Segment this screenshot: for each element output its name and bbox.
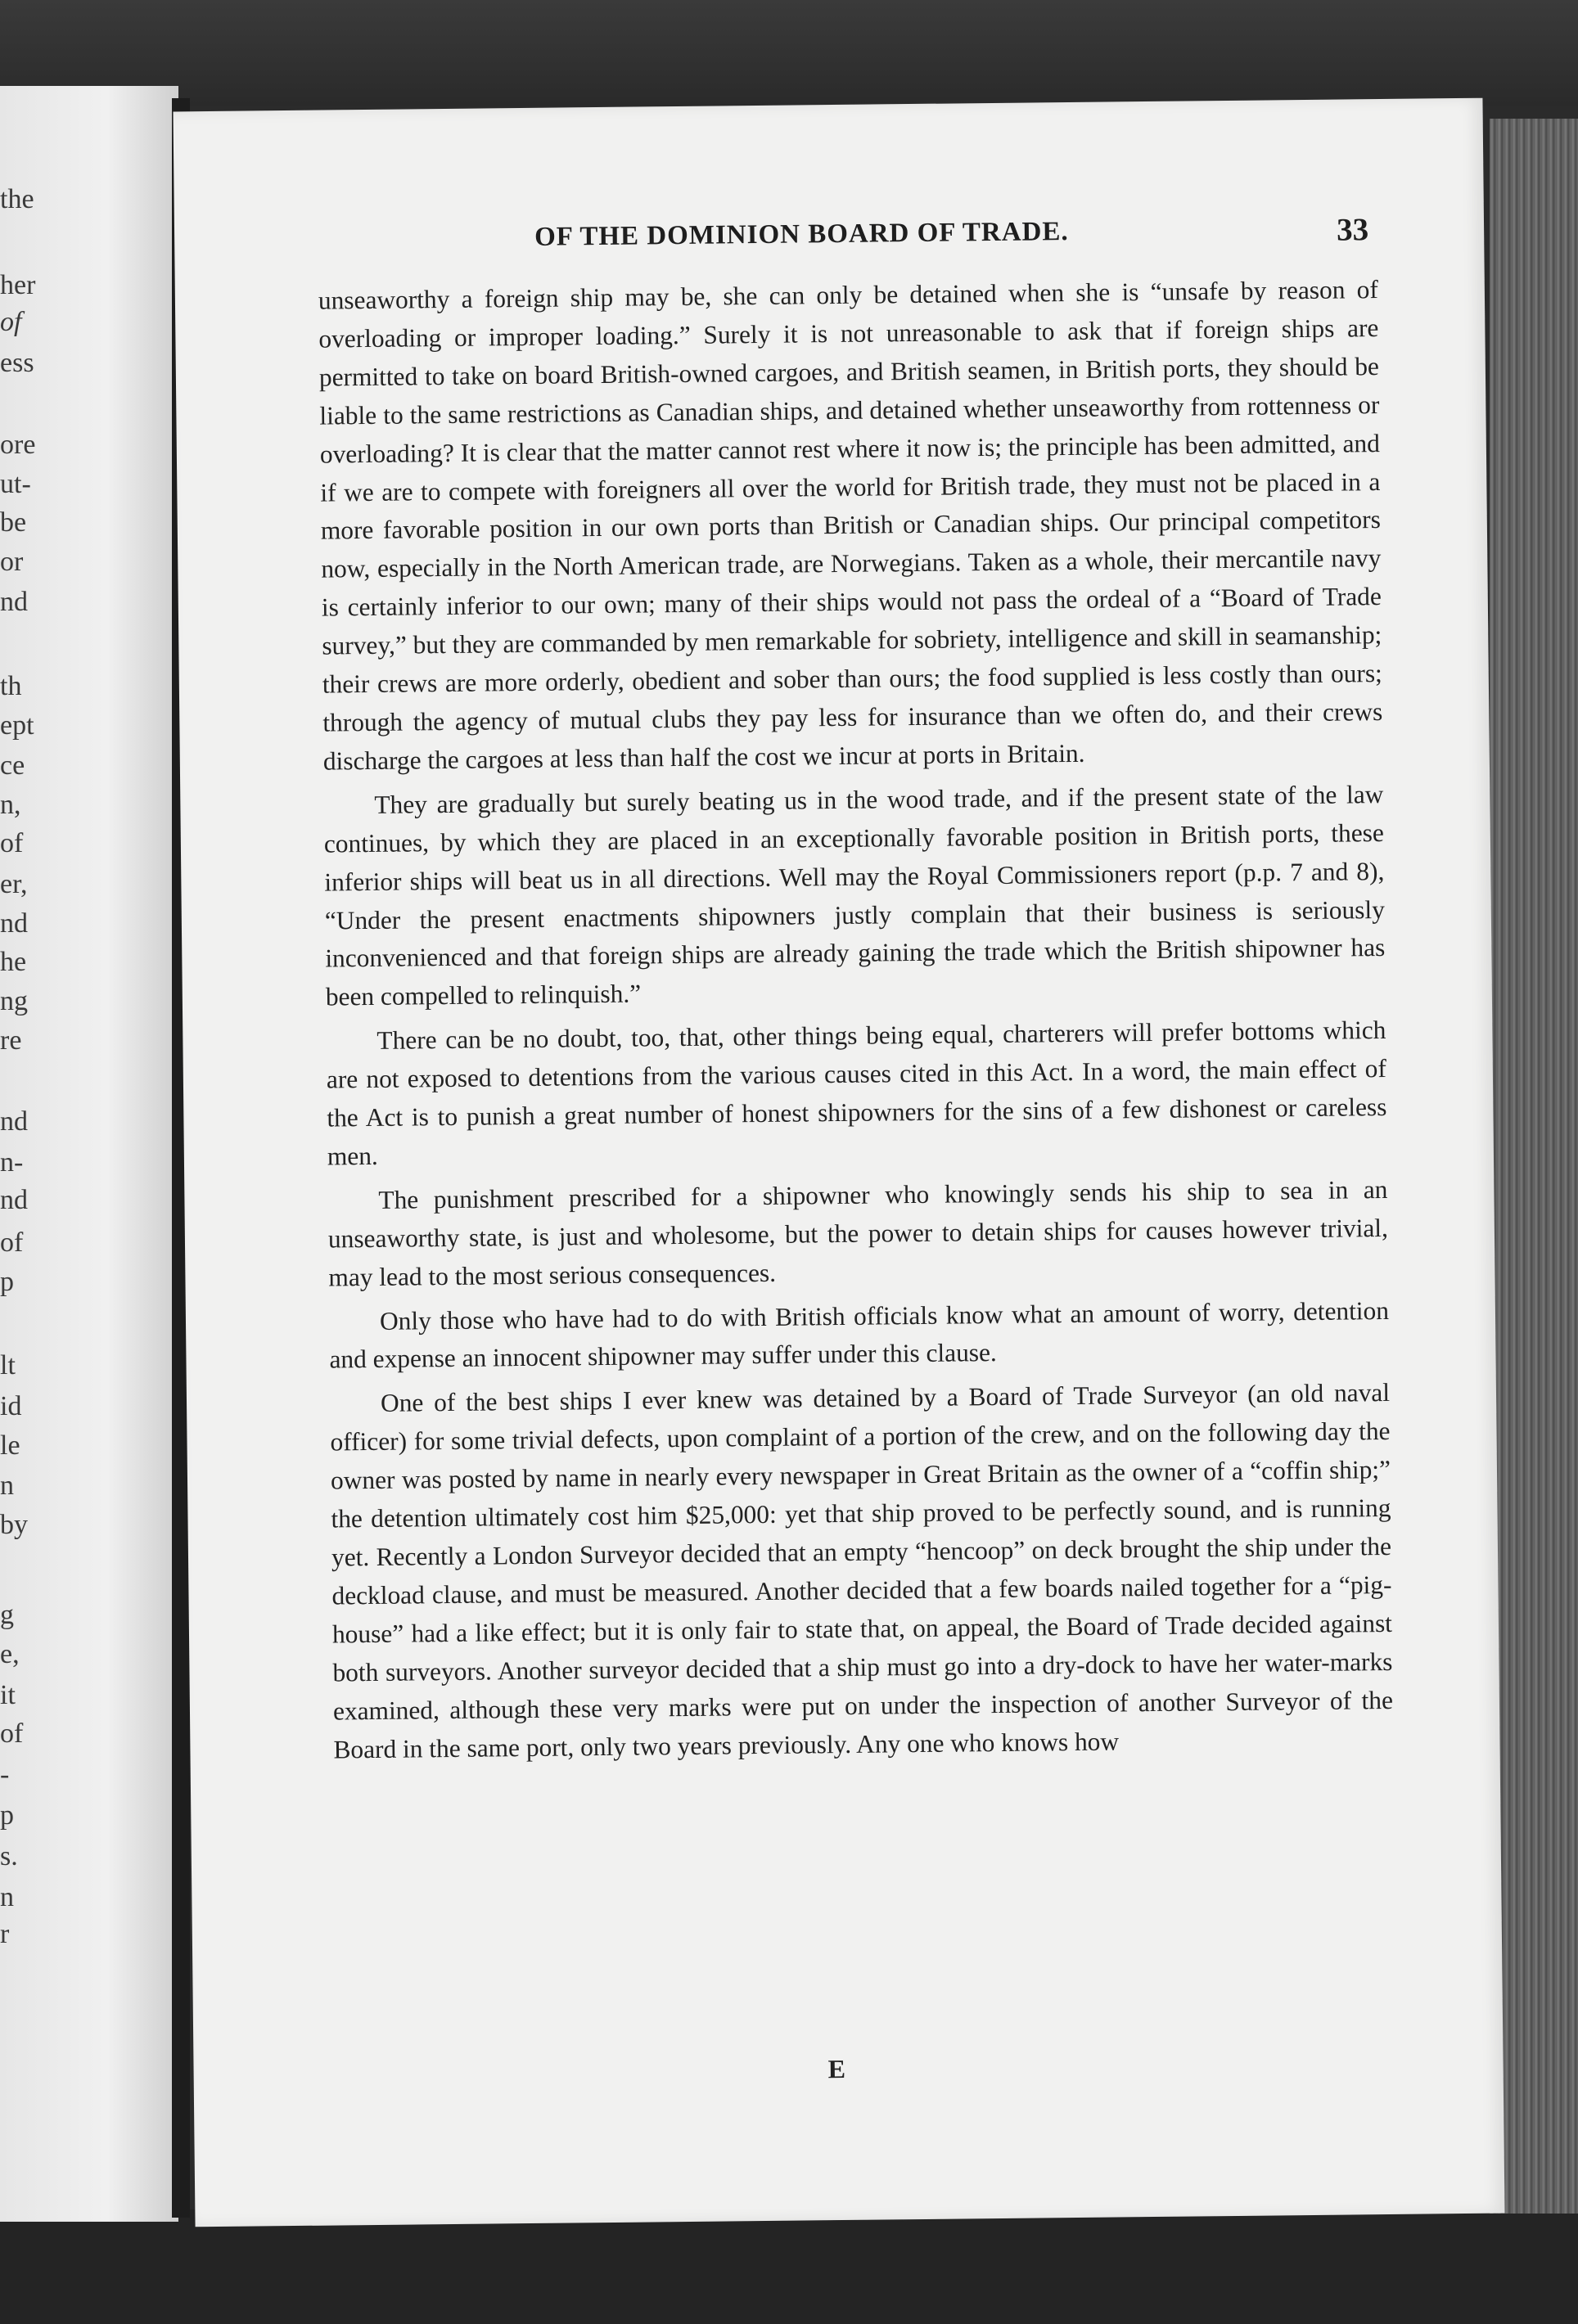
facing-page-text-fragment: p	[0, 1800, 14, 1831]
facing-page-text-fragment: n-	[0, 1147, 24, 1178]
facing-page-text-fragment: s.	[0, 1841, 18, 1871]
background-bottom	[0, 2209, 1578, 2324]
paragraph: They are gradually but surely beating us in the wood trade, and if the present state of the law continues, by which they are placed in an exceptionally favorable position in British ports, these inferior ships will beat us in all directions. Well may the Royal Commissioners report (p.p. 7 and 8), “Under the present enactments shipowners justly complain that their business is seriously inconvenienced and that foreign ships are already gaining the trade which the British shipowner has been compelled to relinquish.”	[323, 779, 1386, 1011]
facing-page-text-fragment: ce	[0, 750, 25, 781]
facing-page-text-fragment: -	[0, 1759, 10, 1790]
facing-page-text-fragment: of	[0, 828, 24, 858]
facing-page-text-fragment: id	[0, 1391, 22, 1421]
facing-page-text-fragment: n	[0, 1471, 14, 1501]
facing-page-text-fragment: nd	[0, 587, 28, 617]
facing-page-text-fragment: n,	[0, 790, 21, 820]
background-top	[0, 0, 1578, 106]
page-number: 33	[1336, 212, 1369, 248]
facing-page-text-fragment: ng	[0, 986, 28, 1016]
facing-page-text-fragment: ess	[0, 348, 34, 378]
facing-page-text-fragment: it	[0, 1680, 16, 1710]
facing-page-text-fragment: th	[0, 671, 22, 701]
facing-page-text-fragment: he	[0, 947, 27, 977]
paragraph: unseaworthy a foreign ship may be, she can only be detained when she is “unsafe by reason of overloading or improper loading.” Surely it is not unreasonable to ask that if foreign ships are permitted to take on board British-owned cargoes, and British seamen, in British ports, they should be liable to the same restrictions as Canadian ships, and detained whether unseaworthy from rottenness or overloading? It is clear that the matter cannot rest where it now is; the principle has been admitted, and if we are to compete with foreigners all over the world for British trade, they must not be placed in a more favorable position in our own ports than British or Canadian ships. Our principal competitors now, especially in the North American trade, are Norwegians. Taken as a whole, their mercantile navy is certainly inferior to our own; many of their ships would not pass the ordeal of a “Board of Trade survey,” but they are commanded by men remarkable for sobriety, intelligence and skill in seamanship; their crews are more orderly, obedient and sober than ours; the food supplied is less costly than ours; through the agency of mutual clubs they pay less for insurance than we often do, and their crews discharge the cargoes at less than half the cost we incur at ports in Britain.	[318, 275, 1383, 776]
facing-page-text-fragment: nd	[0, 908, 28, 939]
facing-page-text-fragment: ept	[0, 710, 34, 741]
facing-page-text-fragment: nd	[0, 1185, 28, 1215]
facing-page-text-fragment: of	[0, 307, 22, 337]
facing-page-text-fragment: r	[0, 1919, 10, 1949]
facing-page-text-fragment: n	[0, 1882, 14, 1912]
facing-page-text-fragment: ore	[0, 430, 36, 460]
page-stack-edge	[1490, 119, 1578, 2214]
paragraph: There can be no doubt, too, that, other things being equal, charterers will prefer bottoms which are not exposed to detentions from the various causes cited in this Act. In a word, the main effect of the Act is to punish a great number of honest shipowners for the sins of a few dishonest or careless men.	[326, 1016, 1387, 1171]
facing-page-text-fragment: lt	[0, 1350, 16, 1380]
facing-page-text-fragment: ut-	[0, 469, 31, 499]
signature-mark: E	[827, 2053, 846, 2084]
facing-page-text-fragment: re	[0, 1025, 22, 1056]
facing-page-text-fragment: e,	[0, 1639, 20, 1669]
facing-page-edge	[0, 86, 178, 2222]
paragraph: The punishment prescribed for a shipowner who knowingly sends his ship to sea in an unseaworthy state, is just and wholesome, but the power to detain ships for causes however trivial, may lead to the most serious consequences.	[327, 1174, 1389, 1292]
facing-page-text-fragment: by	[0, 1510, 28, 1540]
running-head: OF THE DOMINION BOARD OF TRADE.	[534, 216, 1069, 252]
facing-page-text-fragment: the	[0, 184, 34, 214]
paragraph: One of the best ships I ever knew was detained by a Board of Trade Surveyor (an old naval officer) for some trivial defects, upon complaint of a portion of the crew, and on the following day the owner was posted by name in nearly every newspaper in Great Britain as the owner of a “coffin ship;” the detention ultimately cost him $25,000: yet that ship proved to be perfectly sound, and is running yet. Recently a London Surveyor decided that an empty “hencoop” on deck brought the ship under the deckload clause, and must be measured. Another decided that a few boards nailed together for a “pig-house” had a like effect; but it is only fair to state that, on appeal, the Board of Trade decided against both surveyors. Another surveyor decided that a ship must go into a dry-dock to have her water-marks examined, although these very marks were put on under the inspection of another Surveyor of the Board in the same port, only two years previously. Any one who knows how	[330, 1378, 1394, 1764]
facing-page-text-fragment: nd	[0, 1106, 28, 1137]
paragraph: Only those who have had to do with British officials know what an amount of worry, detention and expense an innocent shipowner may suffer under this clause.	[329, 1295, 1390, 1374]
facing-page-text-fragment: be	[0, 507, 27, 538]
facing-page-text-fragment: p	[0, 1267, 14, 1297]
facing-page-text-fragment: le	[0, 1430, 20, 1461]
facing-page-text-fragment: er,	[0, 869, 28, 899]
facing-page-text-fragment: of	[0, 1227, 24, 1258]
book-page	[174, 98, 1505, 2227]
facing-page-text-fragment: her	[0, 270, 36, 300]
facing-page-text-fragment: of	[0, 1718, 24, 1749]
facing-page-text-fragment: g	[0, 1600, 14, 1630]
facing-page-text-fragment: or	[0, 547, 24, 577]
page-header	[174, 212, 1484, 252]
body-text	[318, 271, 1394, 1775]
